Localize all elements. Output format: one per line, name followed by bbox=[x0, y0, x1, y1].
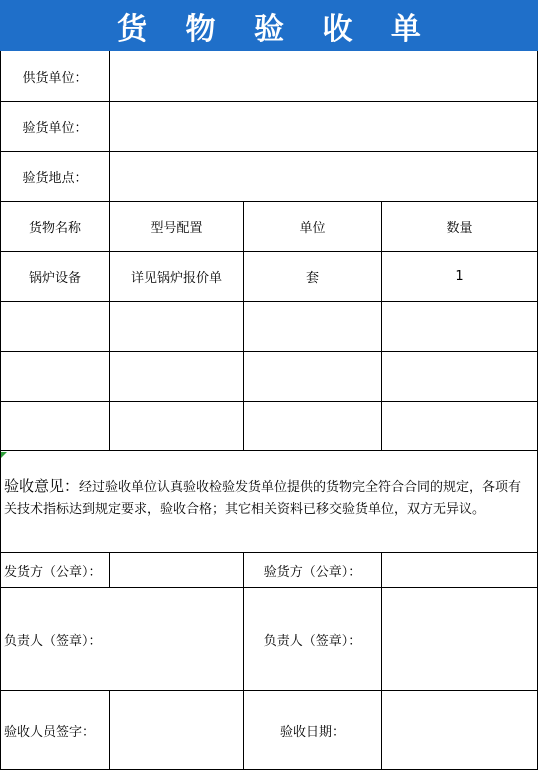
inspector-sign-label: 验收人员签字： bbox=[1, 691, 110, 770]
date-value[interactable] bbox=[382, 691, 538, 770]
row-2-qty[interactable] bbox=[382, 302, 538, 352]
supplier-label: 供货单位： bbox=[1, 51, 110, 102]
title-bar bbox=[0, 0, 538, 51]
page-title: 货 物 验 收 单 bbox=[117, 11, 435, 47]
opinion-lead: 验收意见： bbox=[4, 477, 80, 495]
supplier-value[interactable] bbox=[110, 51, 538, 102]
row-4-qty[interactable] bbox=[382, 402, 538, 451]
shipper-person-label: 负责人（签章）： bbox=[1, 588, 244, 691]
inspector-label: 验货单位： bbox=[1, 102, 110, 152]
acceptance-opinion bbox=[1, 451, 538, 553]
row-3-unit[interactable] bbox=[244, 352, 382, 402]
row-2-unit[interactable] bbox=[244, 302, 382, 352]
row-4-model[interactable] bbox=[110, 402, 244, 451]
row-3-name[interactable] bbox=[1, 352, 110, 402]
row-4-name[interactable] bbox=[1, 402, 110, 451]
row-3-model[interactable] bbox=[110, 352, 244, 402]
row-2-name[interactable] bbox=[1, 302, 110, 352]
receiver-person-value[interactable] bbox=[382, 588, 538, 691]
receiver-seal-value[interactable] bbox=[382, 553, 538, 588]
row-2-model[interactable] bbox=[110, 302, 244, 352]
inspector-value[interactable] bbox=[110, 102, 538, 152]
row-1-name[interactable]: 锅炉设备 bbox=[1, 252, 110, 302]
location-label: 验货地点： bbox=[1, 152, 110, 202]
opinion-text: 经过验收单位认真验收检验发货单位提供的货物完全符合合同的规定，各项有关技术指标达到规定要求，验收合格；其它相关资料已移交验货单位，双方无异议。 bbox=[4, 480, 522, 517]
col-header-unit: 单位 bbox=[244, 202, 382, 252]
col-header-name: 货物名称 bbox=[1, 202, 110, 252]
row-1-model[interactable]: 详见锅炉报价单 bbox=[110, 252, 244, 302]
shipper-seal-label: 发货方（公章）： bbox=[1, 553, 110, 588]
row-4-unit[interactable] bbox=[244, 402, 382, 451]
inspector-sign-value[interactable] bbox=[110, 691, 244, 770]
row-3-qty[interactable] bbox=[382, 352, 538, 402]
location-value[interactable] bbox=[110, 152, 538, 202]
shipper-seal-value[interactable] bbox=[110, 553, 244, 588]
receiver-seal-label: 验货方（公章）： bbox=[244, 553, 382, 588]
col-header-qty: 数量 bbox=[382, 202, 538, 252]
row-1-unit[interactable]: 套 bbox=[244, 252, 382, 302]
date-label: 验收日期： bbox=[244, 691, 382, 770]
cell-comment-marker-icon bbox=[1, 452, 7, 458]
row-1-qty[interactable]: 1 bbox=[382, 252, 538, 302]
col-header-model: 型号配置 bbox=[110, 202, 244, 252]
receiver-person-label: 负责人（签章）： bbox=[244, 588, 382, 691]
